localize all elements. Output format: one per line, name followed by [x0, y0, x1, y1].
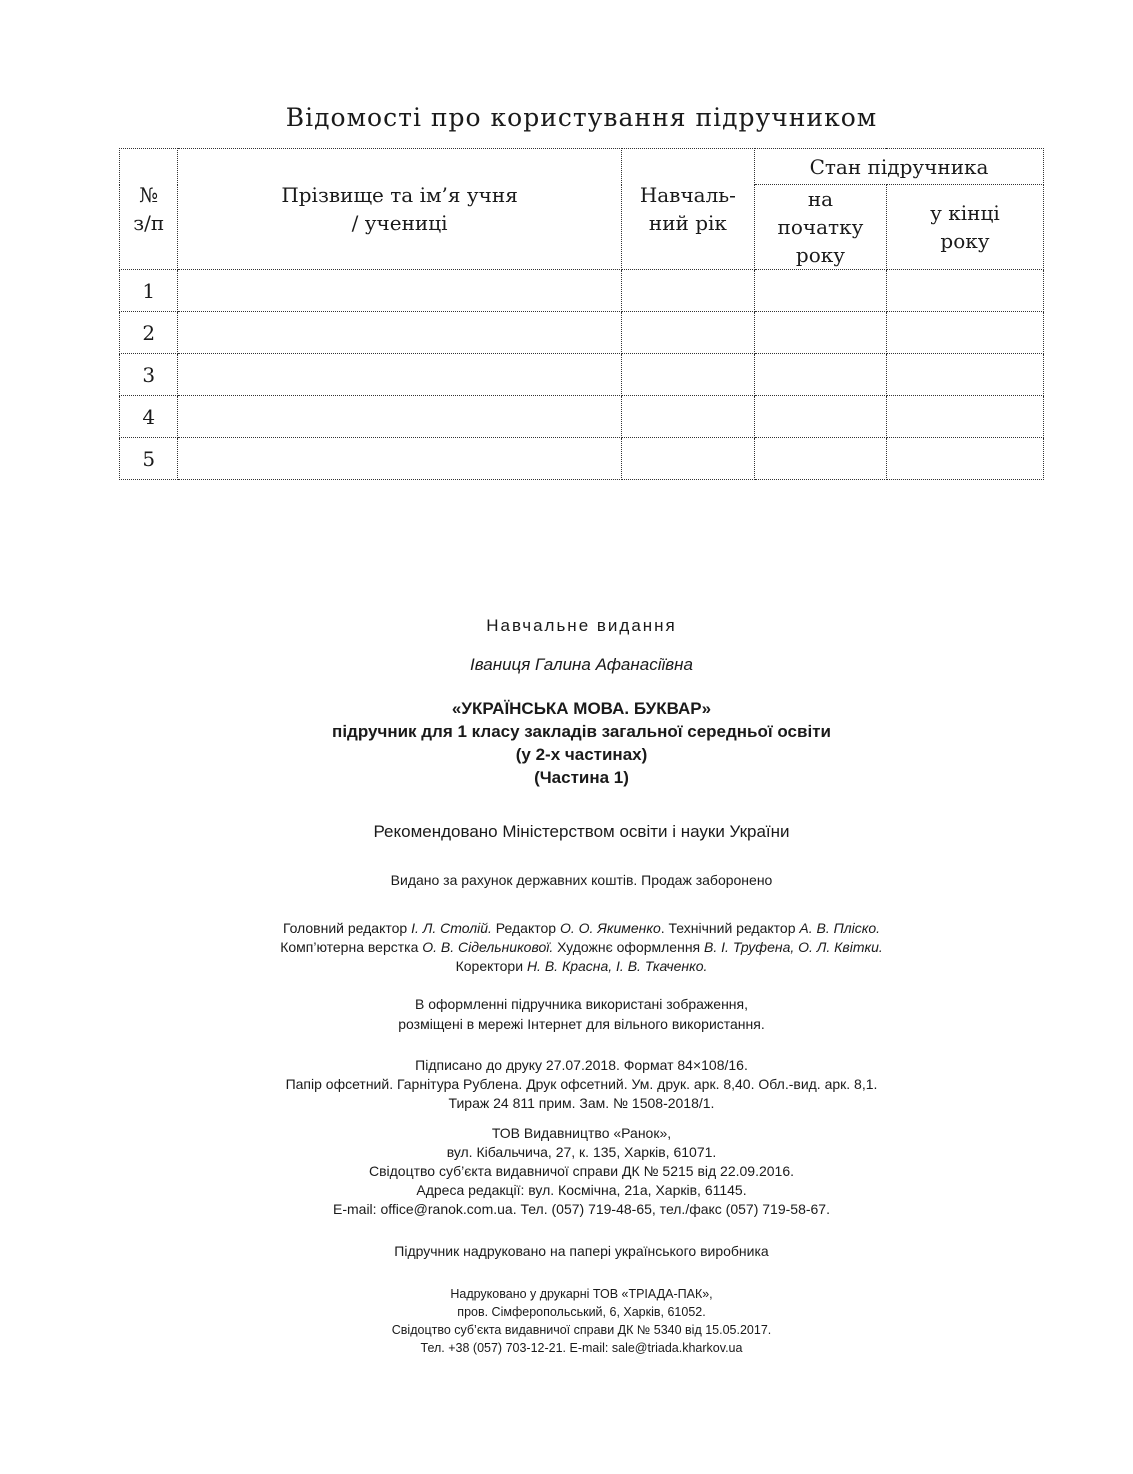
school-year-cell[interactable]: [621, 270, 754, 312]
staff-role: Редактор: [491, 920, 560, 936]
staff-line: [0, 957, 1133, 976]
header-number: № з/п: [120, 149, 178, 270]
images-note-line: розміщені в мережі Інтернет для вільного використання.: [398, 1016, 765, 1032]
table-row: [120, 396, 1044, 438]
header-student-name: Прізвище та ім’я учня / учениці: [178, 149, 621, 270]
printer-line: Свідоцтво суб’єкта видавничої справи ДК № 5340 від 15.05.2017.: [391, 1323, 772, 1337]
condition-end-cell[interactable]: [886, 354, 1043, 396]
header-condition-start: на початку року: [755, 185, 887, 270]
school-year-cell[interactable]: [621, 312, 754, 354]
header-condition-end: у кінці року: [886, 185, 1043, 270]
book-part: (Частина 1): [534, 768, 629, 787]
paper-note: Підручник надруковано на папері українського виробника: [394, 1243, 769, 1259]
condition-end-cell[interactable]: [886, 270, 1043, 312]
table-row: [120, 312, 1044, 354]
condition-start-cell[interactable]: [755, 354, 887, 396]
header-school-year: Навчаль-ний рік: [621, 149, 754, 270]
student-name-cell[interactable]: [178, 270, 621, 312]
staff-person: О. В. Сідельникової.: [422, 939, 554, 955]
condition-end-cell[interactable]: [886, 396, 1043, 438]
recommendation-note: Рекомендовано Міністерством освіти і науки України: [373, 822, 790, 841]
staff-person: О. О. Якименко: [559, 920, 661, 936]
publisher-info: [0, 1124, 1133, 1219]
school-year-cell[interactable]: [621, 396, 754, 438]
table-row: [120, 270, 1044, 312]
print-info-line: Підписано до друку 27.07.2018. Формат 84×108/16.: [415, 1057, 748, 1073]
condition-end-cell[interactable]: [886, 438, 1043, 480]
publisher-line: вул. Кібальчича, 27, к. 135, Харків, 61071.: [446, 1144, 717, 1160]
table-row: [120, 354, 1044, 396]
book-parts: (у 2-х частинах): [515, 745, 648, 764]
staff-role: Коректори: [455, 958, 527, 974]
editorial-staff: [0, 919, 1133, 976]
print-info: [0, 1056, 1133, 1113]
images-note: [0, 994, 1133, 1034]
student-name-cell[interactable]: [178, 438, 621, 480]
free-distribution-note: Видано за рахунок державних коштів. Продаж заборонено: [390, 872, 773, 888]
table-row: [120, 438, 1044, 480]
header-condition: Стан підручника: [755, 149, 1044, 185]
staff-line: [0, 938, 1133, 957]
printer-line: пров. Сімферопольський, 6, Харків, 61052.: [457, 1305, 706, 1319]
row-number: 2: [120, 312, 178, 354]
publisher-line: ТОВ Видавництво «Ранок»,: [491, 1125, 672, 1141]
staff-line: [0, 919, 1133, 938]
staff-role: Художнє оформлення: [553, 939, 705, 955]
author-name: Іваниця Галина Афанасіївна: [470, 655, 693, 674]
images-note-line: В оформленні підручника використані зображення,: [414, 996, 749, 1012]
page-title: Відомості про користування підручником: [285, 103, 878, 132]
student-name-cell[interactable]: [178, 396, 621, 438]
staff-role: Комп’ютерна верстка: [280, 939, 423, 955]
row-number: 3: [120, 354, 178, 396]
condition-start-cell[interactable]: [755, 312, 887, 354]
condition-start-cell[interactable]: [755, 270, 887, 312]
row-number: 1: [120, 270, 178, 312]
publisher-line: Адреса редакції: вул. Космічна, 21а, Харків, 61145.: [416, 1182, 747, 1198]
print-info-line: Тираж 24 811 прим. Зам. № 1508-2018/1.: [448, 1095, 715, 1111]
condition-start-cell[interactable]: [755, 438, 887, 480]
publisher-line: E-mail: office@ranok.com.ua. Тел. (057) 719-48-65, тел./факс (057) 719-58-67.: [333, 1201, 830, 1217]
book-title-block: [0, 697, 1133, 789]
print-info-line: Папір офсетний. Гарнітура Рублена. Друк офсетний. Ум. друк. арк. 8,40. Обл.-вид. арк. 8,1.: [285, 1076, 878, 1092]
staff-person: В. І. Труфена, О. Л. Квітки.: [704, 939, 883, 955]
condition-end-cell[interactable]: [886, 312, 1043, 354]
student-name-cell[interactable]: [178, 312, 621, 354]
printer-info: [0, 1285, 1133, 1357]
printer-line: Тел. +38 (057) 703-12-21. E-mail: sale@triada.kharkov.ua: [420, 1341, 743, 1355]
condition-start-cell[interactable]: [755, 396, 887, 438]
staff-role: . Технічний редактор: [660, 920, 800, 936]
school-year-cell[interactable]: [621, 438, 754, 480]
book-subtitle: підручник для 1 класу закладів загальної середньої освіти: [332, 722, 831, 741]
usage-table: [119, 148, 1044, 480]
staff-person: Н. В. Красна, І. В. Ткаченко.: [526, 958, 708, 974]
row-number: 4: [120, 396, 178, 438]
row-number: 5: [120, 438, 178, 480]
school-year-cell[interactable]: [621, 354, 754, 396]
staff-person: І. Л. Столій.: [411, 920, 492, 936]
publisher-line: Свідоцтво суб’єкта видавничої справи ДК № 5215 від 22.09.2016.: [368, 1163, 795, 1179]
staff-role: Головний редактор: [282, 920, 412, 936]
edition-type: Навчальне видання: [486, 616, 677, 635]
printer-line: Надруковано у друкарні ТОВ «ТРІАДА-ПАК»,: [450, 1287, 713, 1301]
staff-person: А. В. Пліско.: [799, 920, 881, 936]
book-title: «УКРАЇНСЬКА МОВА. БУКВАР»: [451, 699, 712, 718]
student-name-cell[interactable]: [178, 354, 621, 396]
